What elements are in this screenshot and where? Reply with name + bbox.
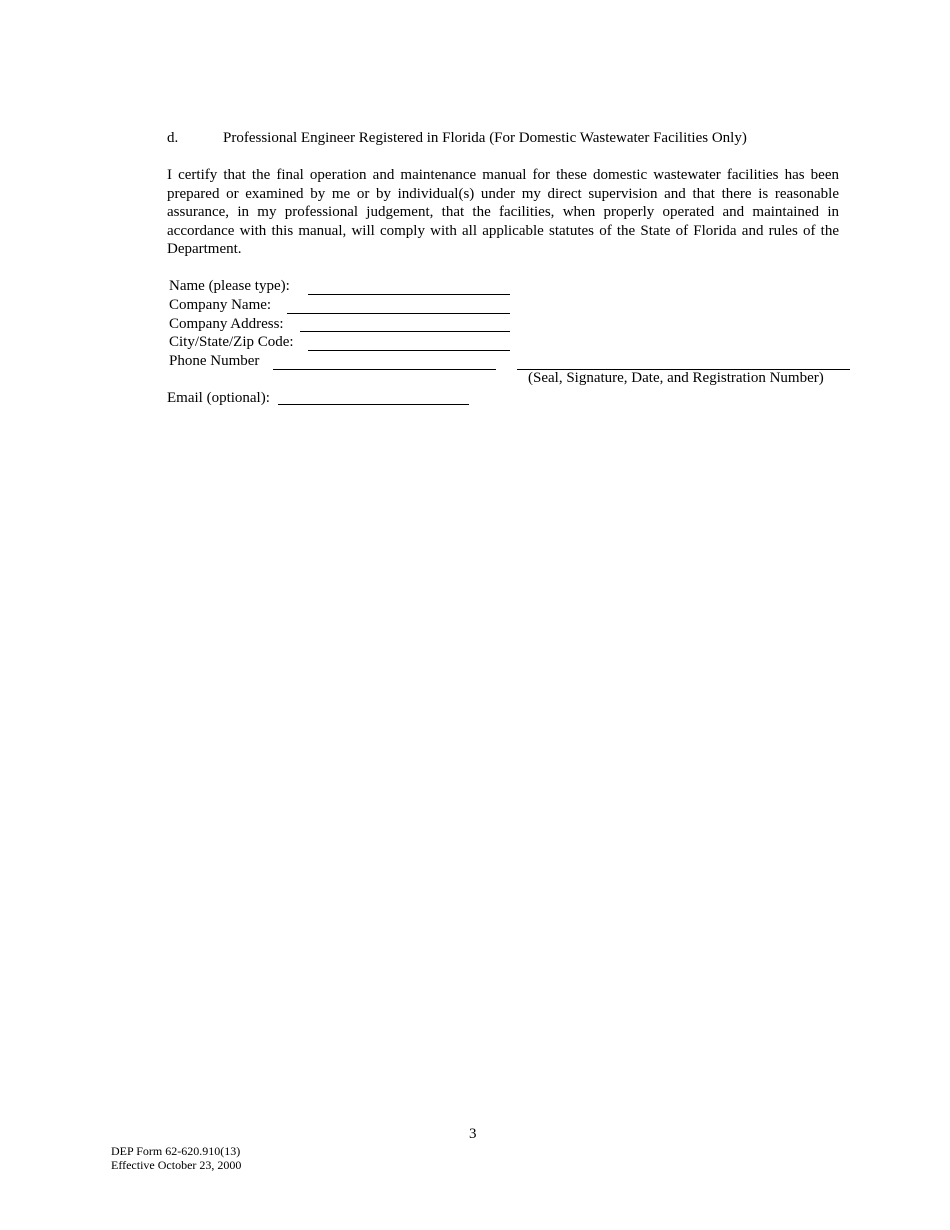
section-title: Professional Engineer Registered in Florida (For Domestic Wastewater Facilities Only): [223, 130, 747, 146]
name-field[interactable]: [308, 294, 510, 295]
city-state-zip-label: City/State/Zip Code:: [169, 334, 294, 350]
company-name-label: Company Name:: [169, 297, 272, 313]
phone-field[interactable]: [273, 369, 496, 370]
page-number: 3: [469, 1126, 477, 1142]
email-field[interactable]: [278, 404, 469, 405]
company-address-label: Company Address:: [169, 316, 284, 332]
signature-caption: (Seal, Signature, Date, and Registration Number): [528, 370, 824, 386]
footer-effective-date: Effective October 23, 2000: [111, 1158, 242, 1172]
name-label: Name (please type):: [169, 278, 290, 294]
company-address-field[interactable]: [300, 331, 510, 332]
phone-label: Phone Number: [169, 353, 260, 369]
company-name-field[interactable]: [287, 313, 510, 314]
certification-paragraph: I certify that the final operation and maintenance manual for these domestic wastewater facilities has been prepared or examined by me or by individual(s) under my direct supervision and that there is reasonable assurance, in my professional judgement, that the facilities, when properly operated and maintained in accordance with this manual, will comply with all applicable statutes of the State of Florida and rules of the Department.: [167, 167, 839, 258]
email-label: Email (optional):: [167, 390, 270, 406]
section-letter: d.: [167, 130, 179, 146]
city-state-zip-field[interactable]: [308, 350, 510, 351]
footer-form-id: DEP Form 62-620.910(13): [111, 1144, 241, 1158]
